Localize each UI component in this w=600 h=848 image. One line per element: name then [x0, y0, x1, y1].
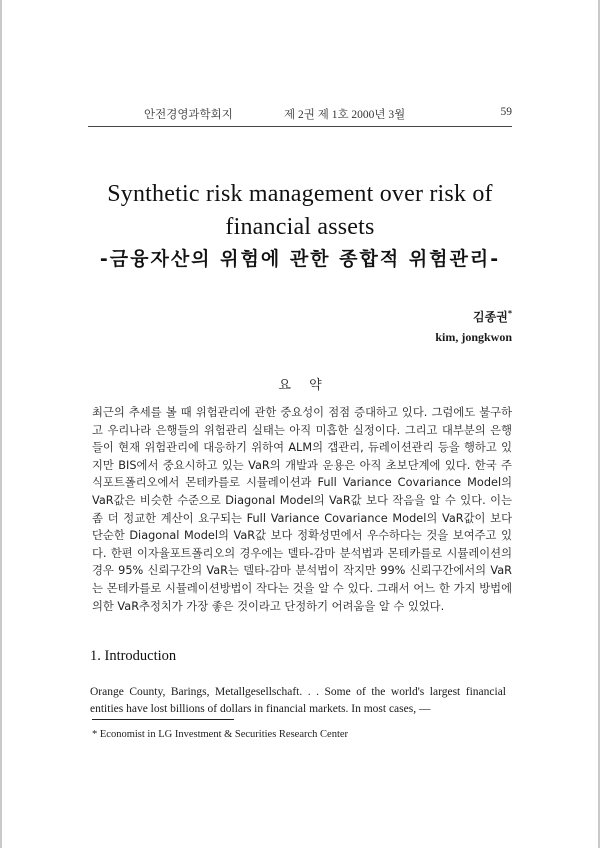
introduction-paragraph: Orange County, Barings, Metallgesellschaft. . . Some of the world's largest financial entities have lost billions of dollars in financial markets. In most cases, —: [90, 686, 506, 715]
author-name-korean: [435, 305, 512, 326]
author-block: [435, 305, 512, 346]
title-line-2: financial assets: [225, 214, 375, 240]
page-edge-left: [0, 0, 2, 848]
title-line-1: Synthetic risk management over risk of: [107, 181, 493, 207]
section-heading-introduction: 1. Introduction: [90, 648, 177, 664]
abstract-body: 최근의 추세를 볼 때 위험관리에 관한 중요성이 점점 증대하고 있다. 그럼에도 불구하고 우리나라 은행들의 위험관리 실태는 아직 미흡한 실정이다. 그리고 대부분의 은행들이 현재 위험관리에 대응하기 위하여 ALM의 갭관리, 듀레이션관리 등을 행하고 있지만 BIS에서 중요시하고 있는 VaR의 개발과 운용은 아직 초보단계에 있다. 한국 주식포트폴리오에서 몬테카를로 시뮬레이션과 Full Variance Covariance Model의 VaR값은 비슷한 수준으로 Diagonal Model의 VaR값 보다 작음을 알 수 있다. 이는 좀 더 정교한 계산이 요구되는 Full Variance Covariance Model의 VaR값이 보다 단순한 Diagonal Model의 VaR값 보다 정확성면에서 우수하다는 것을 보여주고 있다. 한편 이자율포트폴리오의 경우에는 델타-감마 분석법과 몬테카를로 시뮬레이션의 경우 95% 신뢰구간의 VaR는 델타-감마 분석법이 작지만 99% 신뢰구간에서의 VaR는 몬테카를로 시뮬레이션방법이 작다는 것을 알 수 있다. 그래서 어느 한 가지 방법에 의한 VaR추정치가 가장 좋은 것이라고 단정하기 어려움을 알 수 있었다.: [92, 406, 512, 613]
volume-info: 제 2권 제 1호 2000년 3월: [284, 109, 406, 121]
paper-title-korean: -금융자산의 위험에 관한 종합적 위험관리-: [99, 248, 501, 270]
abstract-heading: 요 약: [278, 378, 322, 393]
footnote-rule: [92, 719, 234, 720]
header-rule: [88, 126, 512, 127]
footnote: * Economist in LG Investment & Securities Research Center: [92, 729, 349, 740]
paper-title-english: [60, 178, 540, 244]
journal-name: 안전경영과학회지: [144, 109, 233, 121]
author-name-english: kim, jongkwon: [435, 330, 512, 344]
page-number: 59: [500, 106, 512, 118]
author-name-ko-text: 김종권: [473, 310, 508, 324]
footnote-marker: *: [507, 309, 512, 318]
